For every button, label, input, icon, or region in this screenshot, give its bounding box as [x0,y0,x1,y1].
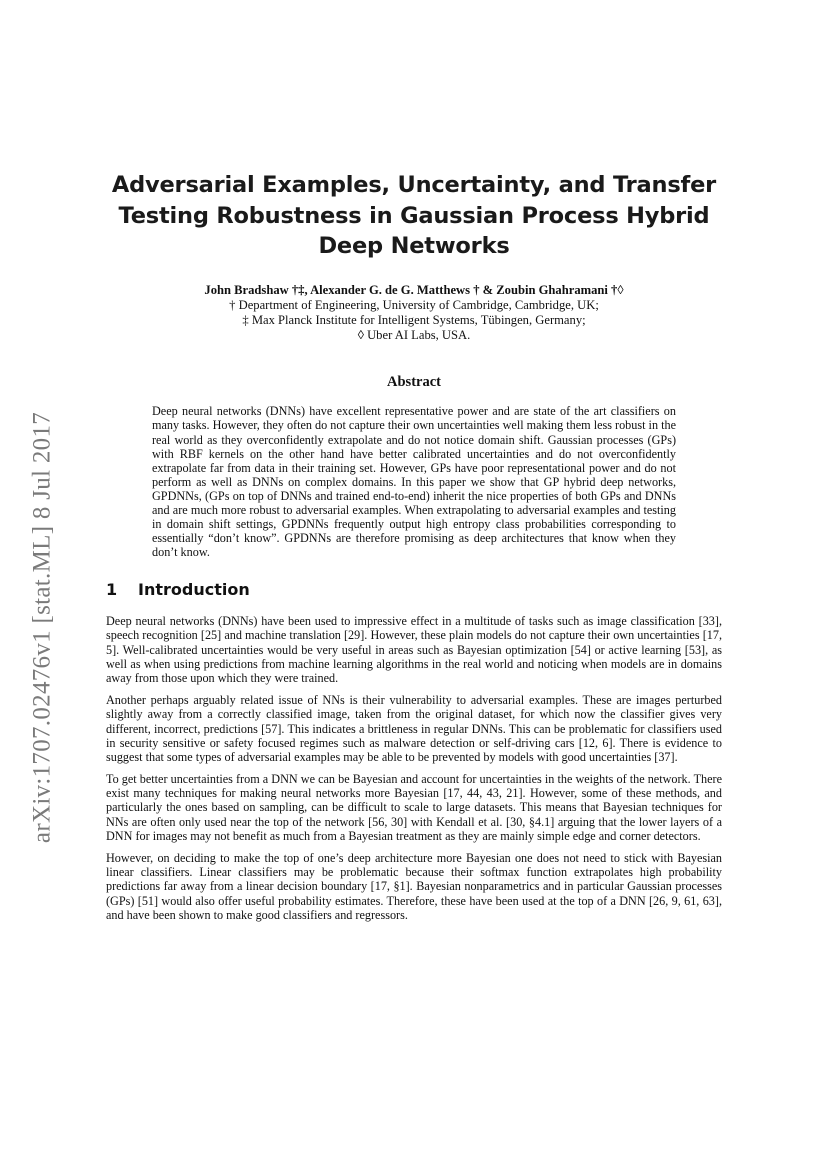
author-names: John Bradshaw †‡, Alexander G. de G. Matthews † & Zoubin Ghahramani †◊ [204,282,624,297]
body-paragraph: However, on deciding to make the top of one’s deep architecture more Bayesian one does not need to stick with Bayesian linear classifiers. Linear classifiers may be problematic because their softmax function extrapolates high probability predictions far away from a linear decision boundary [17, §1]. Bayesian nonparametrics and in particular Gaussian processes (GPs) [51] would also offer useful probability estimates. Therefore, these have been used at the top of a DNN [26, 9, 61, 63], and have been shown to make good classifiers and regressors. [106,851,722,922]
affiliation-line: ◊ Uber AI Labs, USA. [357,328,471,343]
abstract-text: Deep neural networks (DNNs) have excellent representative power and are state of the art classifiers on many tasks. However, they often do not capture their own uncertainties well making them less robust in the real world as they overconfidently extrapolate and do not notice domain shift. Gaussian processes (GPs) with RBF kernels on the other hand have better calibrated uncertainties and do not overconfidently extrapolate far from data in their training set. However, GPs have poor representational power and do not perform as well as DNNs on complex domains. In this paper we show that GP hybrid deep networks, GPDNNs, (GPs on top of DNNs and trained end-to-end) inherit the nice properties of both GPs and DNNs and are much more robust to adversarial examples. When extrapolating to adversarial examples and testing in domain shift settings, GPDNNs frequently output high entropy class probabilities corresponding to essentially “don’t know”. GPDNNs are therefore promising as deep architectures that know when they don’t know. [152,404,676,560]
body-paragraph: Deep neural networks (DNNs) have been used to impressive effect in a multitude of tasks such as image classification [33], speech recognition [25] and machine translation [29]. However, these plain models do not capture their own uncertainties [17, 5]. Well-calibrated uncertainties would be very useful in areas such as Bayesian optimization [54] or active learning [53], as well as when using predictions from machine learning algorithms in the real world and noticing when models are in domains away from those upon which they were trained. [106,614,722,685]
title-line: Testing Robustness in Gaussian Process Hybrid [118,202,710,229]
affiliation-line: † Department of Engineering, University of Cambridge, Cambridge, UK; [229,297,599,312]
paper-page [106,170,722,930]
title-line: Adversarial Examples, Uncertainty, and Transfer [111,172,717,198]
abstract-section [152,374,676,559]
section-heading-introduction [106,580,722,600]
section-title: Introduction [138,580,250,600]
title-line: Deep Networks [318,233,510,259]
arxiv-identifier-stamp: arXiv:1707.02476v1 [stat.ML] 8 Jul 2017 [28,411,56,844]
paper-title [106,170,722,262]
author-block [106,283,722,344]
body-paragraph: Another perhaps arguably related issue of NNs is their vulnerability to adversarial examples. These are images perturbed slightly away from a correctly classified image, taken from the original dataset, for which now the classifier gives very different, incorrect, predictions [57]. This indicates a brittleness in regular DNNs. This can be problematic for classifiers used in security sensitive or safety focused regimes such as malware detection or self-driving cars [12, 6]. There is evidence to suggest that some types of adversarial examples may be able to be prevented by models with good uncertainties [37]. [106,693,722,764]
section-number: 1 [106,580,118,600]
abstract-heading: Abstract [387,374,441,391]
affiliation-line: ‡ Max Planck Institute for Intelligent Systems, Tübingen, Germany; [242,312,586,327]
body-paragraph: To get better uncertainties from a DNN we can be Bayesian and account for uncertainties in the weights of the network. There exist many techniques for making neural networks more Bayesian [17, 44, 43, 21]. However, some of these methods, and particularly the ones based on sampling, can be difficult to scale to large datasets. This means that Bayesian techniques for NNs are often only used near the top of the network [56, 30] with Kendall et al. [30, §4.1] arguing that the lower layers of a DNN for images may not benefit as much from a Bayesian treatment as they are mainly simple edge and corner detectors. [106,772,722,843]
